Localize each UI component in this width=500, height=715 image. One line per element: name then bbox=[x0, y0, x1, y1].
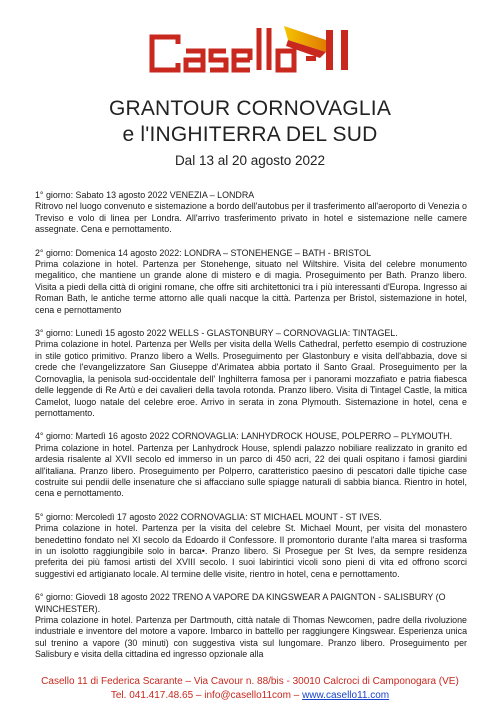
itinerary-day bbox=[35, 190, 467, 236]
day-description: Prima colazione in hotel. Partenza per la visita del celebre St. Michael Mount, per visita del monastero benedettino fondato nel XI secolo da Edoardo il Confessore. Il promontorio durante l'alta marea si trasforma in un isolotto raggiungibile solo in barca•. Pranzo libero. Si Prosegue per St Ives, da sempre residenza preferita dei più famosi artisti del XVIII secolo. I suoi labirintici vicoli sono pieni di vita ed offrono scorci suggestivi ed artigianato locale. Al termine delle visite, rientro in hotel, cena e pernottamento. bbox=[35, 523, 467, 579]
itinerary-day bbox=[35, 512, 467, 580]
day-description: Prima colazione in hotel. Partenza per Lanhydrock House, splendi palazzo nobiliare realizzato in granito ed ardesia risalente al XVII secolo ed immerso in un parco di 450 acri, 22 dei quali ospitano i famosi giardini all'italiana. Pranzo libero. Proseguimento per Polperro, caratteristico paesino di pescatori dalle tipiche case costruite sui pendii delle insenature che si affacciano sulle spiagge naturali di sabbia bianca. Rientro in hotel, cena e pernottamento. bbox=[35, 442, 467, 499]
day-description: Prima colazione in hotel. Partenza per Dartmouth, città natale di Thomas Newcomen, padre della rivoluzione industriale e inventore del motore a vapore. Imbarco in battello per raggiungere Kingswear. Esperienza unica sul trenino a vapore (30 minuti) con suggestiva vista sul lungomare. Pranzo libero. Proseguimento per Salisbury e visita della cittadina ed ingresso opzionale alla bbox=[35, 615, 467, 660]
day-description: Prima colazione in hotel. Partenza per Stonehenge, situato nel Wiltshire. Visita del celebre monumento megalitico, che mantiene un grande alone di mistero e di magia. Proseguimento per Bath. Pranzo libero. Visita a piedi della città di origini romane, che offre siti architettonici tra i più interessanti d'Europa. Ingresso ai Roman Bath, le antiche terme attorno alle quali nacque la città. Partenza per Bristol, sistemazione in hotel, cena e pernottamento bbox=[35, 259, 467, 315]
itinerary bbox=[35, 190, 467, 673]
page-title-line2: e l'INGHITERRA DEL SUD bbox=[122, 123, 378, 146]
day-description: Prima colazione in hotel. Partenza per Wells per visita della Wells Cathedral, perfetto esempio di costruzione in stile gotico primitivo. Pranzo libero a Wells. Proseguimento per Glastonbury e visita dell'abbazia, dove si crede che l'evangelizzatore San Giuseppe d'Arimatea abbia portato il Santo Graal. Proseguimento per la Cornovaglia, la penisola sud-occidentale dell' Inghilterra famosa per i panorami mozzafiato e patria fiabesca delle leggende di Re Artù e dei cavalieri della tavola rotonda. Pranzo libero. Visita di Tintagel Castle, la mitica Camelot, luogo natale del celebre eroe. Arrivo in serata in zona Plymouth. Sistemazione in hotel, cena e pernottamento. bbox=[35, 339, 467, 418]
itinerary-day bbox=[35, 248, 467, 316]
day-title: 6° giorno: Giovedì 18 agosto 2022 TRENO A VAPORE DA KINGSWEAR A PAIGNTON - SALISBURY (O WINCHESTER). bbox=[35, 592, 446, 614]
day-title: 4° giorno: Martedì 16 agosto 2022 CORNOVAGLIA: LANHYDROCK HOUSE, POLPERRO – PLYMOUTH. bbox=[35, 431, 453, 442]
page-title-line1: GRANTOUR CORNOVAGLIA bbox=[108, 97, 392, 120]
trip-dates: Dal 13 al 20 agosto 2022 bbox=[174, 153, 326, 168]
website-link[interactable]: www.casello11.com bbox=[302, 690, 390, 701]
itinerary-day bbox=[35, 431, 467, 499]
casello-logo-icon bbox=[130, 18, 370, 82]
footer-contacts bbox=[0, 690, 500, 701]
brand-logo bbox=[0, 18, 500, 82]
itinerary-day bbox=[35, 328, 467, 419]
day-description: Ritrovo nel luogo convenuto e sistemazione a bordo dell'autobus per il trasferimento all'aeroporto di Venezia o Treviso e volo di linea per Londra. All'arrivo trasferimento privato in hotel e sistemazione nelle camere assegnate. Cena e pernottamento. bbox=[35, 201, 467, 235]
day-title: 1° giorno: Sabato 13 agosto 2022 VENEZIA – LONDRA bbox=[35, 190, 255, 200]
day-title: 3° giorno: Lunedì 15 agosto 2022 WELLS - GLASTONBURY – CORNOVAGLIA: TINTAGEL. bbox=[35, 328, 398, 339]
day-title: 5° giorno: Mercoledì 17 agosto 2022 CORNOVAGLIA: ST MICHAEL MOUNT - ST IVES. bbox=[35, 511, 382, 522]
itinerary-day bbox=[35, 592, 467, 660]
day-title: 2° giorno: Domenica 14 agosto 2022: LONDRA – STONEHENGE – BATH - BRISTOL bbox=[35, 247, 372, 258]
footer-phone-email: Tel. 041.417.48.65 – info@casello11com – bbox=[110, 690, 303, 701]
footer-address: Casello 11 di Federica Scarante – Via Cavour n. 88/bis - 30010 Calcroci di Camponogara (VE) bbox=[41, 676, 459, 687]
